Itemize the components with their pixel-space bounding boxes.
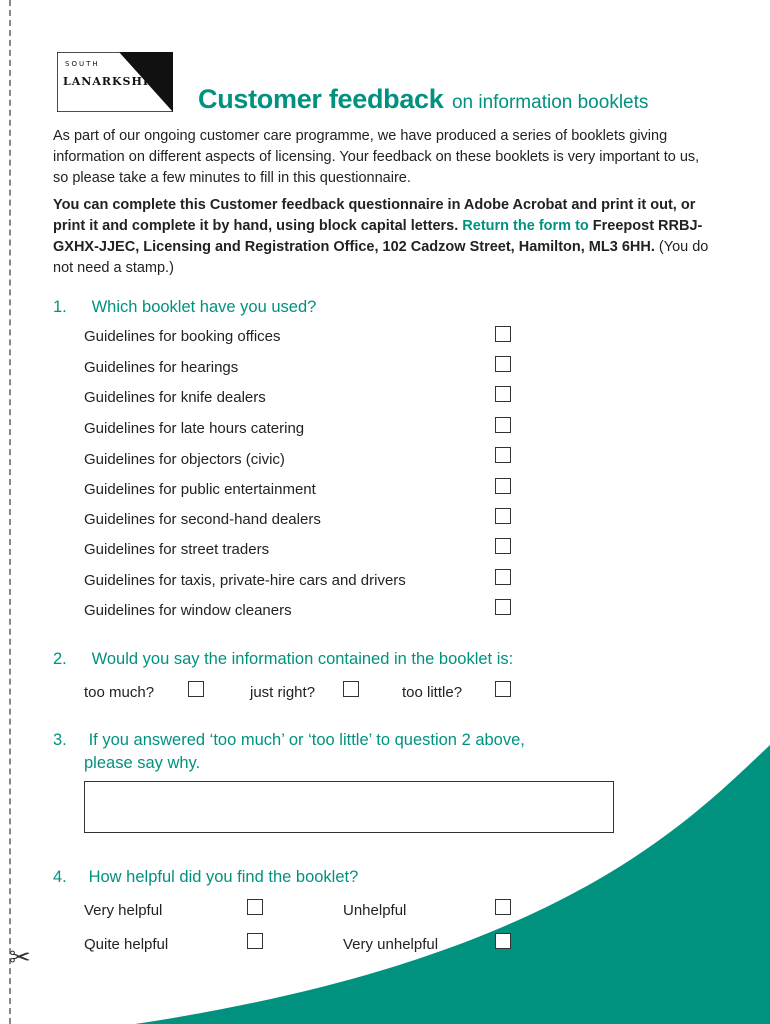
return-label: Return the form to — [462, 218, 589, 234]
question-3-line2: please say why. — [84, 754, 201, 772]
q4-option-label: Unhelpful — [343, 902, 407, 919]
q1-option-label: Guidelines for street traders — [84, 541, 270, 558]
q1-option-label: Guidelines for second-hand dealers — [84, 511, 321, 528]
q4-option-label: Very helpful — [84, 902, 163, 919]
title-sub: on information booklets — [451, 92, 649, 113]
q4-option-label: Quite helpful — [84, 936, 169, 953]
logo-line3: COUNCIL — [124, 96, 163, 102]
q1-option-label: Guidelines for late hours catering — [84, 420, 305, 437]
q4-very-helpful-checkbox[interactable] — [247, 899, 263, 915]
q2-option-label: too much? — [84, 684, 155, 701]
question-2-text: Would you say the information contained in the booklet is: — [91, 650, 514, 668]
q1-option-checkbox[interactable] — [495, 386, 511, 402]
title-main: Customer feedback — [198, 84, 444, 114]
q1-option-checkbox[interactable] — [495, 569, 511, 585]
q1-option-label: Guidelines for objectors (civic) — [84, 451, 285, 468]
council-logo — [57, 52, 173, 112]
question-1 — [53, 296, 316, 319]
q1-option-checkbox[interactable] — [495, 417, 511, 433]
q4-quite-helpful-checkbox[interactable] — [247, 933, 263, 949]
logo-line2: LANARKSHIRE — [63, 75, 169, 88]
q1-option-checkbox[interactable] — [495, 599, 511, 615]
q1-option-label: Guidelines for public entertainment — [84, 481, 316, 498]
intro-paragraph: As part of our ongoing customer care programme, we have produced a series of booklets giving information on different aspects of licensing. Your feedback on these booklets is very important to us, so please take a few minutes to fill in this questionnaire. — [53, 128, 700, 186]
instructions-paragraph — [53, 195, 723, 279]
q2-too-little-checkbox[interactable] — [495, 681, 511, 697]
question-1-text: Which booklet have you used? — [91, 298, 317, 316]
scissors-icon: ✂ — [9, 942, 31, 972]
q1-option-label: Guidelines for knife dealers — [84, 389, 266, 406]
logo-line1: SOUTH — [65, 60, 100, 68]
question-3-number: 3. — [53, 731, 67, 749]
question-2 — [53, 648, 513, 671]
q2-just-right-checkbox[interactable] — [343, 681, 359, 697]
cut-line — [9, 0, 11, 1024]
q4-option-label: Very unhelpful — [343, 936, 439, 953]
stamp-note: (You do not need a stamp.) — [53, 239, 709, 276]
q2-option-label: just right? — [250, 684, 316, 701]
question-2-number: 2. — [53, 650, 67, 668]
reason-text-field[interactable] — [84, 781, 614, 833]
q4-unhelpful-checkbox[interactable] — [495, 899, 511, 915]
q2-option-label: too little? — [402, 684, 463, 701]
question-3 — [53, 729, 525, 752]
page-title — [198, 84, 648, 115]
q1-option-label: Guidelines for window cleaners — [84, 602, 292, 619]
question-4-number: 4. — [53, 868, 67, 886]
question-3-line1: If you answered ‘too much’ or ‘too little’ to question 2 above, — [88, 731, 525, 749]
q1-option-checkbox[interactable] — [495, 447, 511, 463]
q4-very-unhelpful-checkbox[interactable] — [495, 933, 511, 949]
q1-option-checkbox[interactable] — [495, 538, 511, 554]
q1-option-label: Guidelines for hearings — [84, 359, 239, 376]
q1-option-label: Guidelines for booking offices — [84, 328, 281, 345]
q1-option-label: Guidelines for taxis, private-hire cars and drivers — [84, 572, 406, 589]
q1-option-checkbox[interactable] — [495, 356, 511, 372]
q1-option-checkbox[interactable] — [495, 478, 511, 494]
q1-option-checkbox[interactable] — [495, 508, 511, 524]
q2-too-much-checkbox[interactable] — [188, 681, 204, 697]
return-address: Freepost RRBJ-GXHX-JJEC, Licensing and Registration Office, 102 Cadzow Street, Hamilton, ML3 6HH. — [53, 218, 703, 255]
question-4-text: How helpful did you find the booklet? — [88, 868, 359, 886]
q1-option-checkbox[interactable] — [495, 326, 511, 342]
instructions-bold: You can complete this Customer feedback questionnaire in Adobe Acrobat and print it out, or print it and complete it by hand, using block capital letters. — [53, 197, 696, 234]
question-4 — [53, 866, 358, 889]
question-1-number: 1. — [53, 298, 67, 316]
